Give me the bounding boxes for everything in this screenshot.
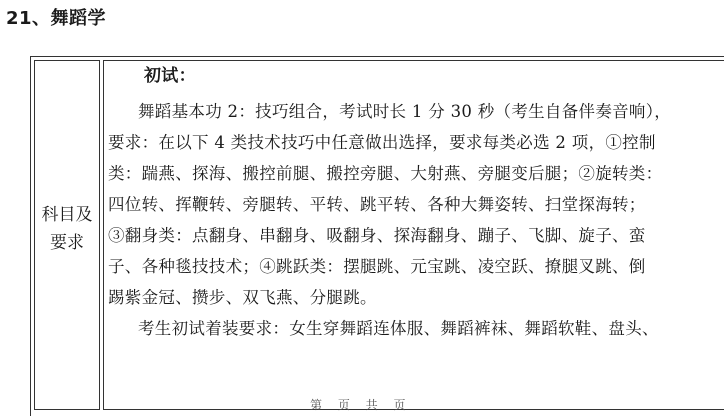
paragraph-line: 要求：在以下 4 类技术技巧中任意做出选择，要求每类必选 2 项，①控制 — [108, 133, 656, 152]
page-footer: 第 页 共 页 — [310, 398, 412, 412]
paragraph-line: 考生初试着装要求：女生穿舞蹈连体服、舞蹈裤袜、舞蹈软鞋、盘头、 — [138, 319, 659, 338]
section-heading: 21、舞蹈学 — [6, 8, 107, 29]
section-title: 初试： — [144, 66, 196, 86]
requirements-text — [108, 62, 718, 344]
row-label-line-2: 要求 — [50, 233, 84, 253]
paragraph-line: ③翻身类：点翻身、串翻身、吸翻身、探海翻身、蹦子、飞脚、旋子、蛮 — [108, 226, 646, 245]
row-label — [35, 201, 99, 257]
paragraph-line: 踢紫金冠、攒步、双飞燕、分腿跳。 — [108, 288, 377, 307]
paragraph-line: 类：踹燕、探海、搬控前腿、搬控旁腿、大射燕、旁腿变后腿；②旋转类： — [108, 164, 663, 183]
paragraph-line: 子、各种毯技技术；④跳跃类：摆腿跳、元宝跳、凌空跃、撩腿叉跳、倒 — [108, 257, 646, 276]
row-label-line-1: 科目及 — [41, 205, 93, 225]
paragraph-line: 舞蹈基本功 2：技巧组合，考试时长 1 分 30 秒（考生自备伴奏音响）， — [138, 102, 672, 121]
row-label-cell — [34, 60, 100, 410]
paragraph-line: 四位转、挥鞭转、旁腿转、平转、跳平转、各种大舞姿转、扫堂探海转； — [108, 195, 646, 214]
